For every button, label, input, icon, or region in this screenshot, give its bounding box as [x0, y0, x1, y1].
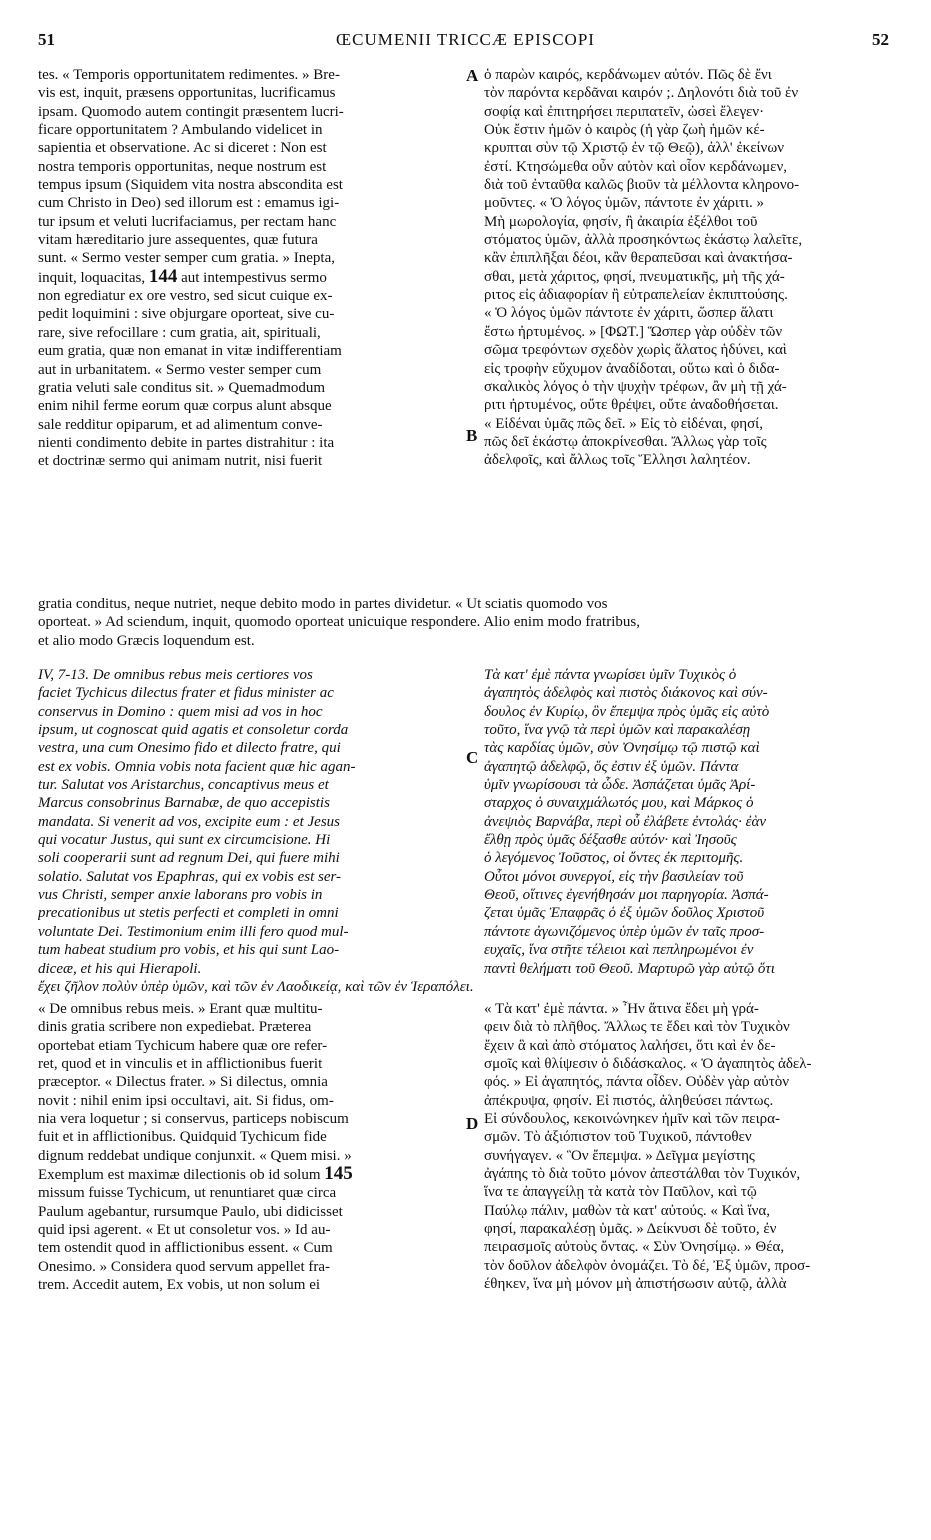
- text-line: qui vocatur Justus, qui sunt ex circumcisione. Hi: [38, 832, 331, 849]
- text-line: Τὰ κατ' ἐμὲ πάντα γνωρίσει ὑμῖν Τυχικὸς ὁ: [484, 667, 737, 683]
- column-number: 144: [148, 267, 178, 287]
- text-line: tes. « Temporis opportunitatem redimentes. » Bre-: [38, 67, 340, 83]
- text-line: σμῶν. Τὸ ἀξιόπιστον τοῦ Τυχικοῦ, πάντοθεν: [484, 1129, 752, 1146]
- text-line: διὰ τοῦ ἐνταῦθα καλῶς βιοῦν τὰ μέλλοντα κληρονο-: [484, 177, 800, 194]
- text-line: sale redditur opiparum, et ad alimentum conve-: [38, 416, 323, 433]
- text-line: Exemplum est maximæ dilectionis ob id solum 145: [38, 1165, 353, 1185]
- text-line: ἀδελφοῖς, καὶ ἄλλως τοῖς Ἕλλησι λαλητέον.: [484, 452, 751, 469]
- text-line: έθηκεν, ἵνα μὴ μόνον μὴ ἀπιστήσωσιν αὐτῷ, ἀλλὰ: [484, 1276, 787, 1293]
- text-line: fuit et in afflictionibus. Quidquid Tychicum fide: [38, 1129, 327, 1146]
- text-line: vestra, una cum Onesimo fido et dilecto fratre, qui: [38, 740, 341, 757]
- text-line: « Τὰ κατ' ἐμὲ πάντα. » Ἦν ἅτινα ἔδει μὴ γρά-: [484, 1001, 759, 1017]
- text-line: non egrediatur ex ore vestro, sed sicut cuique ex-: [38, 288, 333, 305]
- text-line: σθαι, μετὰ χάριτος, φησί, πνευματικῆς, μὴ τῆς χά-: [484, 268, 785, 285]
- text-line: ἀγαπητὸς ἀδελφὸς καὶ πιστὸς διάκονος καὶ σύν-: [484, 685, 768, 702]
- text-line: ἀπέκρυψα, φησίν. Εἰ πιστός, ἀληθεύσει πάντως.: [484, 1092, 774, 1109]
- text-line: ὁ παρὼν καιρός, κερδάνωμεν αὐτόν. Πῶς δὲ ἔνι: [484, 67, 772, 83]
- text-line: δουλος ἐν Κυρίῳ, ὃν ἔπεμψα πρὸς ὑμᾶς εἰς αὐτὸ: [484, 703, 770, 720]
- text-line: missum fuisse Tychicum, ut renuntiaret quæ circa: [38, 1185, 337, 1202]
- text-line: ἐστί. Κτησώμεθα οὖν αὐτὸν καὶ οἷον κερδάνωμεν,: [484, 158, 787, 175]
- text-line: ὑμῖν γνωρίσουσι τὰ ὧδε. Ἀσπάζεται ὑμᾶς Ἀρί-: [484, 777, 756, 794]
- greek-scripture-section-2: [484, 666, 894, 978]
- text-line: rare, sive refocillare : cum gratia, ait, spirituali,: [38, 324, 321, 341]
- text-line: vus Christi, semper anxie laborans pro vobis in: [38, 887, 323, 904]
- text-line: ἵνα τε ἀπαγγείλῃ τὰ κατὰ τὸν Παῦλον, καὶ τῷ: [484, 1184, 757, 1201]
- text-line: sapientia et observatione. Ac si diceret : Non est: [38, 140, 327, 157]
- text-line: ὁ λεγόμενος Ἰοῦστος, οἱ ὄντες ἐκ περιτομῆς.: [484, 850, 744, 867]
- text-line: quid ipsi agerent. « Et ut consoletur vos. » Id au-: [38, 1222, 331, 1239]
- scripture-line: ἔχει ζῆλον πολὺν ὑπὲρ ὑμῶν, καὶ τῶν ἐν Λαοδικείᾳ, καὶ τῶν ἐν Ἱεραπόλει.: [38, 979, 474, 995]
- text-line: IV, 7-13. De omnibus rebus meis certiores vos: [38, 667, 313, 683]
- text-line: ἔστω ἠρτυμένος. » [ΦΩΤ.] Ὥσπερ γὰρ οὐδὲν τῶν: [484, 323, 783, 340]
- text-line: Οὗτοι μόνοι συνεργοί, εἰς τὴν βασιλείαν τοῦ: [484, 868, 744, 885]
- text-line: tur. Salutat vos Aristarchus, concaptivus meus et: [38, 777, 329, 794]
- text-line: trem. Accedit autem, Ex vobis, ut non solum ei: [38, 1277, 321, 1294]
- text-line: εἰς τροφὴν εὔχυμον ἀναδίδοται, οὕτω καὶ ὁ διδα-: [484, 360, 780, 377]
- text-line: « De omnibus rebus meis. » Erant quæ multitu-: [38, 1001, 323, 1017]
- text-line: voluntate Dei. Testimonium enim illi fero quod mul-: [38, 923, 349, 940]
- running-title: ŒCUMENII TRICCÆ EPISCOPI: [336, 30, 595, 49]
- latin-scripture-section-2: [38, 666, 466, 978]
- greek-commentary-section-3: [484, 1000, 894, 1294]
- margin-marker-a: A: [466, 66, 479, 85]
- text-line: nienti condimento debite in partes distrahitur : ita: [38, 434, 335, 451]
- text-line: σμοῖς καὶ θλίψεσιν ὁ διδάσκαλος. « Ὁ ἀγαπητὸς ἀδελ-: [484, 1056, 812, 1073]
- text-line: πειρασμοῖς αὐτοὺς ὄντας. « Σὺν Ὀνησίμῳ. » Θέα,: [484, 1239, 785, 1256]
- text-line: nia vera loquetur ; si conservus, particeps nobiscum: [38, 1111, 349, 1128]
- text-line: eum gratia, quæ non emanat in vitæ indifferentiam: [38, 343, 342, 360]
- text-line: solatio. Salutat vos Epaphras, qui ex vobis est ser-: [38, 868, 342, 885]
- text-line: vitam hæreditario jure assequentes, quæ futura: [38, 232, 318, 249]
- text-line: τὰς καρδίας ὑμῶν, σὺν Ὀνησίμῳ τῷ πιστῷ καὶ: [484, 740, 760, 757]
- text-line: sunt. « Sermo vester semper cum gratia. » Inepta,: [38, 250, 335, 267]
- text-line: ευχαῖς, ἵνα στῆτε τέλειοι καὶ πεπληρωμένοι ἐν: [484, 942, 754, 959]
- text-line: enim nihil ferme eorum quæ corpus alunt absque: [38, 398, 332, 415]
- text-line: σκαλικὸς λόγος ὁ τὴν ψυχὴν τρέφων, ἂν μὴ τῇ χά-: [484, 378, 787, 395]
- text-line: παντὶ θελήματι τοῦ Θεοῦ. Μαρτυρῶ γὰρ αὐτῷ ὅτι: [484, 960, 775, 977]
- text-line: σοφίᾳ καὶ ἐπιτηρήσει περιπατεῖν, ὡσεὶ ἔλεγεν·: [484, 103, 765, 120]
- text-line: Onesimo. » Considera quod servum appellet fra-: [38, 1258, 331, 1275]
- text-line: Μὴ μωρολογία, φησίν, ἢ ἀκαιρία ἐξέλθοι τοῦ: [484, 213, 758, 230]
- text-line: ζεται ὑμᾶς Ἐπαφρᾶς ὁ ἐξ ὑμῶν δοῦλος Χριστοῦ: [484, 905, 765, 922]
- text-line: tempus ipsum (Siquidem vita nostra abscondita est: [38, 177, 343, 194]
- margin-marker-c: C: [466, 748, 479, 767]
- text-line: Οὐκ ἔστιν ἡμῶν ὁ καιρὸς (ἡ γὰρ ζωὴ ἡμῶν κέ-: [484, 122, 765, 139]
- text-line: gratia conditus, neque nutriet, neque debito modo in partes dividetur. « Ut sciatis quomodo vos: [38, 596, 608, 612]
- text-line: ριτι ἠρτυμένος, οὔτε θρέψει, οὔτε ἀναδοθήσεται.: [484, 397, 779, 414]
- text-line: σῶμα τρεφόντων σχεδὸν χωρὶς ἅλατος ἡδύνει, καὶ: [484, 342, 787, 359]
- text-line: σταρχος ὁ συναιχμάλωτός μου, καὶ Μάρκος ὁ: [484, 795, 754, 812]
- text-line: ἀγάπης τὸ διὰ τοῦτο μόνον ἀπεστάλθαι τὸν Τυχικόν,: [484, 1166, 801, 1183]
- page-number-left: 51: [38, 30, 55, 49]
- text-line: gratia veluti sale conditus sit. » Quemadmodum: [38, 379, 326, 396]
- text-line: pedit loquimini : sive objurgare oporteat, sive cu-: [38, 306, 335, 323]
- text-line: dignum reddebat undique conjunxit. « Quem misi. »: [38, 1147, 352, 1164]
- text-line: ἀνεψιὸς Βαρνάβα, περὶ οὗ ἐλάβετε ἐντολάς· ἐὰν: [484, 813, 767, 830]
- text-line: μοῦντες. « Ὁ λόγος ὑμῶν, πάντοτε ἐν χάριτι. »: [484, 195, 765, 212]
- text-line: est ex vobis. Omnia vobis nota facient quæ hic agan-: [38, 758, 356, 775]
- text-line: ipsum, ut cognoscat quid agatis et consoletur corda: [38, 722, 349, 739]
- text-line: συνήγαγεν. « Ὃν ἔπεμψα. » Δεῖγμα μεγίστης: [484, 1147, 755, 1164]
- text-line: φός. » Εἰ ἀγαπητός, πάντα οἶδεν. Οὐδὲν γὰρ αὐτὸν: [484, 1074, 790, 1091]
- margin-marker-d: D: [466, 1114, 479, 1133]
- text-line: diceæ, et his qui Hierapoli.: [38, 960, 202, 977]
- text-line: cum Christo in Deo) sed illorum est : emamus igi-: [38, 195, 340, 212]
- text-line: dinis gratia scribere non expediebat. Præterea: [38, 1019, 312, 1036]
- text-line: novit : nihil enim ipsi occultavi, ait. Si fidus, om-: [38, 1092, 334, 1109]
- latin-commentary-section-3: [38, 1000, 466, 1295]
- text-line: conservus in Domino : quem misi ad vos in hoc: [38, 703, 323, 720]
- text-line: et alio modo Græcis loquendum est.: [38, 632, 255, 649]
- text-line: aut in urbanitatem. « Sermo vester semper cum: [38, 361, 322, 378]
- text-line: « Ὁ λόγος ὑμῶν πάντοτε ἐν χάριτι, ὥσπερ ἅλατι: [484, 305, 774, 322]
- text-line: Marcus consobrinus Barnabæ, de quo accepistis: [38, 795, 330, 812]
- text-line: mandata. Si venerit ad vos, excipite eum : et Jesus: [38, 813, 340, 830]
- text-line: et doctrinæ sermo qui animam nutrit, nisi fuerit: [38, 453, 323, 470]
- text-line: φειν διὰ τὸ πλῆθος. Ἄλλως τε ἔδει καὶ τὸν Τυχικὸν: [484, 1019, 790, 1036]
- text-line: faciet Tychicus dilectus frater et fidus minister ac: [38, 685, 334, 702]
- text-line: κρυπται σὺν τῷ Χριστῷ ἐν τῷ Θεῷ), ἀλλ' ἐκείνων: [484, 140, 784, 157]
- text-line: præceptor. « Dilectus frater. » Si dilectus, omnia: [38, 1074, 328, 1091]
- text-line: ret, quod et in vinculis et in afflictionibus fuerit: [38, 1056, 323, 1073]
- greek-scripture-continuation: [38, 978, 894, 996]
- text-line: ἔχειν ἃ καὶ ἀπὸ στόματος λαλήσει, ὅτι καὶ ἐν δε-: [484, 1037, 776, 1054]
- margin-marker-b: B: [466, 426, 478, 445]
- text-line: nostra temporis opportunitas, neque nostrum est: [38, 158, 327, 175]
- page-header: [0, 30, 931, 56]
- text-line: tum habeat studium pro vobis, et his qui sunt Lao-: [38, 942, 340, 959]
- text-line: τὸν δοῦλον ἀδελφὸν ὀνομάζει. Τὸ δέ, Ἐξ ὑμῶν, προσ-: [484, 1257, 811, 1274]
- text-line: oportebat etiam Tychicum habere quæ ore refer-: [38, 1037, 328, 1054]
- text-line: ficare opportunitatem ? Ambulando videlicet in: [38, 122, 323, 139]
- text-line: τοῦτο, ἵνα γνῷ τὰ περὶ ὑμῶν καὶ παρακαλέσῃ: [484, 722, 751, 739]
- text-line: φησί, παρακαλέσῃ ὑμᾶς. » Δείκνυσι δὲ τοῦτο, ἐν: [484, 1221, 777, 1238]
- column-number: 145: [324, 1165, 353, 1185]
- text-line: oporteat. » Ad sciendum, inquit, quomodo oporteat unicuique respondere. Alio enim modo fratribus,: [38, 614, 640, 631]
- text-line: Paulum agebantur, rursumque Paulo, ubi didicisset: [38, 1203, 343, 1220]
- text-line: Θεοῦ, οἵτινες ἐγενήθησάν μοι παρηγορία. Ἀσπά-: [484, 887, 769, 904]
- latin-column-section-1: [38, 66, 466, 471]
- text-line: ἔλθῃ πρὸς ὑμᾶς δέξασθε αὐτόν· καὶ Ἰησοῦς: [484, 832, 737, 849]
- full-width-paragraph: [38, 595, 894, 650]
- text-line: tur ipsum et veluti lucrifaciamus, per rectam hanc: [38, 213, 337, 230]
- text-line: tem ostendit quod in afflictionibus essent. « Cum: [38, 1240, 333, 1257]
- text-line: κἂν ἐπιπλῆξαι δέοι, κἂν θεραπεῦσαι καὶ ἀνακτήσα-: [484, 250, 793, 267]
- text-line: στόματος ὑμῶν, ἀλλὰ προσηκόντως ἑκάστῳ λαλεῖτε,: [484, 232, 803, 249]
- text-line: ἀγαπητῷ ἀδελφῷ, ὅς ἐστιν ἐξ ὑμῶν. Πάντα: [484, 758, 739, 775]
- text-line: ριτος εἰς ἀδιαφορίαν ἢ εὐτραπελείαν ἐκπιπτούσης.: [484, 287, 788, 304]
- text-line: « Εἰδέναι ὑμᾶς πῶς δεῖ. » Εἰς τὸ εἰδέναι, φησί,: [484, 415, 763, 432]
- text-line: inquit, loquacitas, 144 aut intempestivus sermo: [38, 267, 327, 287]
- text-line: ipsam. Quomodo autem contingit præsentem lucri-: [38, 103, 344, 120]
- text-line: τὸν παρόντα κερδᾶναι καιρόν ;. Δηλονότι διὰ τοῦ ἐν: [484, 85, 799, 102]
- page-number-right: 52: [872, 30, 889, 49]
- text-line: πάντοτε ἀγωνιζόμενος ὑπὲρ ὑμῶν ἐν ταῖς προσ-: [484, 923, 765, 940]
- text-line: precationibus ut stetis perfecti et completi in omni: [38, 905, 339, 922]
- text-line: πῶς δεῖ ἑκάστῳ ἀποκρίνεσθαι. Ἄλλως γὰρ τοῖς: [484, 433, 767, 450]
- text-line: soli cooperarii sunt ad regnum Dei, qui fuere mihi: [38, 850, 340, 867]
- greek-column-section-1: [484, 66, 894, 470]
- text-line: vis est, inquit, præsens opportunitas, lucrificamus: [38, 85, 336, 102]
- text-line: Παύλῳ πάλιν, μαθὼν τὰ κατ' αὐτούς. « Καὶ ἵνα,: [484, 1202, 771, 1219]
- text-line: Εἰ σύνδουλος, κεκοινώνηκεν ἡμῖν καὶ τῶν πειρα-: [484, 1111, 780, 1128]
